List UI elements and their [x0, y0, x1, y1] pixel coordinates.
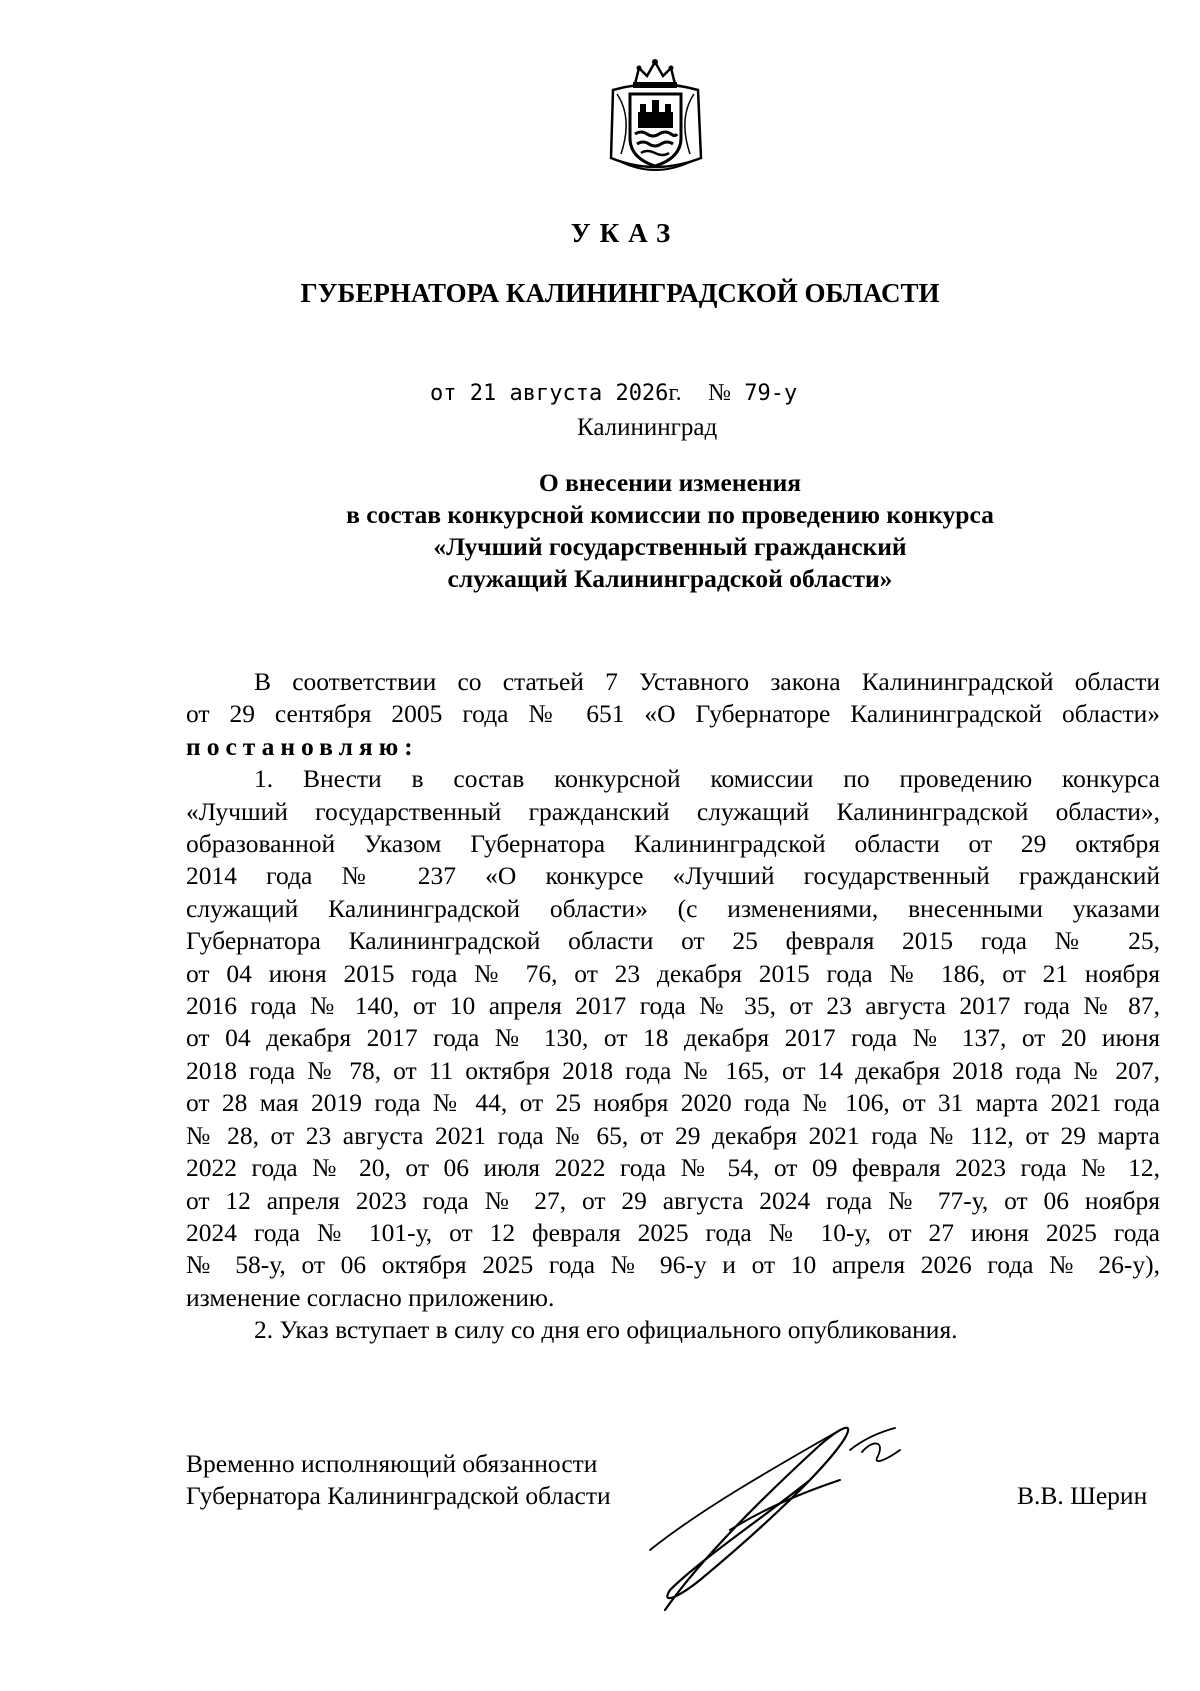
item1-line: служащий Калининградской области» (с изменениями, внесенными указами: [186, 893, 1160, 923]
decree-body: [186, 666, 1160, 1347]
item1-line: от 04 июня 2015 года № 76, от 23 декабря 2015 года № 186, от 21 ноября: [186, 958, 1160, 988]
item1-line: 2024 года № 101-у, от 12 февраля 2025 года № 10-у, от 27 июня 2025 года: [186, 1217, 1160, 1247]
item1-line: № 28, от 23 августа 2021 года № 65, от 29 декабря 2021 года № 112, от 29 марта: [186, 1120, 1160, 1150]
item1-line: от 28 мая 2019 года № 44, от 25 ноября 2020 года № 106, от 31 марта 2021 года: [186, 1088, 1160, 1118]
item1-line: 2022 года № 20, от 06 июля 2022 года № 54, от 09 февраля 2023 года № 12,: [186, 1153, 1160, 1183]
item1-line: 2014 года № 237 «О конкурсе «Лучший государственный гражданский: [186, 861, 1160, 891]
item1-line: 2018 года № 78, от 11 октября 2018 года № 165, от 14 декабря 2018 года № 207,: [186, 1055, 1160, 1085]
decree-subject: [300, 467, 1040, 595]
item1-line: № 58-у, от 06 октября 2025 года № 96-у и от 10 апреля 2026 года № 26-у),: [186, 1250, 1160, 1280]
item1-line: изменение согласно приложению.: [186, 1282, 555, 1312]
document-type-heading: УКАЗ: [570, 218, 680, 248]
item1-line: «Лучший государственный гражданский служащий Калининградской области»,: [186, 796, 1160, 826]
subject-line: О внесении изменения: [538, 468, 802, 497]
subject-line: в состав конкурсной комиссии по проведению конкурса: [346, 500, 994, 529]
position-line: Временно исполняющий обязанности: [186, 1449, 598, 1478]
year-suffix: г.: [668, 380, 682, 406]
date-line: [430, 380, 797, 407]
item1-line: от 04 декабря 2017 года № 130, от 18 декабря 2017 года № 137, от 20 июня: [186, 1023, 1160, 1053]
signatory-name: В.В. Шерин: [1017, 1481, 1148, 1510]
issue-date: 21 августа 2026: [469, 381, 669, 406]
resolve-word: постановляю:: [186, 731, 419, 761]
handwritten-signature: [640, 1410, 940, 1615]
date-prefix: от: [430, 381, 457, 406]
preamble-line: от 29 сентября 2005 года № 651 «О Губернаторе Калининградской области»: [186, 699, 1160, 729]
preamble-line: В соответствии со статьей 7 Уставного закона Калининградской области: [254, 667, 1160, 696]
number-sign: №: [708, 380, 731, 406]
signatory-position: [186, 1448, 611, 1512]
item2-line: 2. Указ вступает в силу со дня его официального опубликования.: [254, 1315, 958, 1345]
issuer-heading: ГУБЕРНАТОРА КАЛИНИНГРАДСКОЙ ОБЛАСТИ: [300, 278, 940, 308]
position-line: Губернатора Калининградской области: [186, 1481, 611, 1510]
item1-line: от 12 апреля 2023 года № 27, от 29 августа 2024 года № 77-у, от 06 ноября: [186, 1185, 1160, 1215]
item1-line: образованной Указом Губернатора Калининградской области от 29 октября: [186, 829, 1160, 859]
decree-number: 79-у: [744, 381, 798, 406]
subject-line: «Лучший государственный гражданский: [433, 532, 907, 561]
coat-of-arms-emblem: [603, 58, 708, 176]
item1-line: Губернатора Калининградской области от 25 февраля 2015 года № 25,: [186, 926, 1160, 956]
issue-city: Калининград: [577, 414, 718, 441]
subject-line: служащий Калининградской области»: [447, 564, 893, 593]
item1-line: 2016 года № 140, от 10 апреля 2017 года № 35, от 23 августа 2017 года № 87,: [186, 991, 1160, 1021]
item1-line: 1. Внести в состав конкурсной комиссии по проведению конкурса: [254, 764, 1160, 794]
